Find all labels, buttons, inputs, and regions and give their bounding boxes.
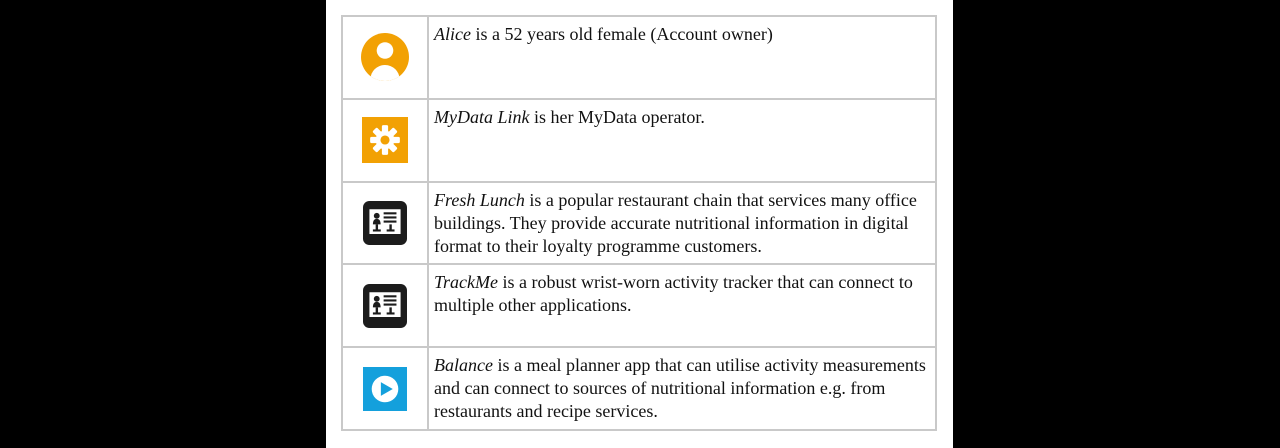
entity-description: is a 52 years old female (Account owner) [470, 24, 773, 44]
icon-cell [343, 265, 427, 346]
entity-name: Balance [434, 355, 493, 376]
description-cell [427, 265, 935, 346]
description-cell [427, 348, 935, 429]
icon-cell [343, 100, 427, 181]
entity-name: Alice [434, 24, 471, 44]
table-row-balance [343, 346, 935, 429]
entity-description: is a popular restaurant chain that services many office buildings. They provide accurate nutritional information in digital format to their loyalty programme customers. [434, 189, 917, 256]
table-row-fresh-lunch [343, 181, 935, 264]
persona-text [434, 23, 927, 46]
contact-card-icon [363, 201, 407, 245]
table-row-alice [343, 17, 935, 98]
play-icon [363, 367, 407, 411]
description-cell [427, 183, 935, 264]
table-row-trackme [343, 263, 935, 346]
entity-description: is a robust wrist-worn activity tracker that can connect to multiple other applications. [434, 272, 913, 316]
table-row-mydata-link [343, 98, 935, 181]
entity-description: is her MyData operator. [529, 106, 705, 127]
icon-cell [343, 17, 427, 98]
persona-text [434, 354, 927, 423]
entity-description: is a meal planner app that can utilise activity measurements and can connect to sources of nutritional information e.g. from restaurants and recipe services. [434, 355, 926, 422]
persona-text [434, 271, 927, 317]
person-icon [361, 33, 409, 81]
document-page [326, 0, 953, 448]
entity-name: TrackMe [434, 272, 498, 293]
entity-name: Fresh Lunch [434, 189, 525, 210]
gear-icon [362, 117, 408, 163]
entity-name: MyData Link [434, 106, 530, 127]
description-cell [427, 17, 935, 98]
persona-text [434, 189, 927, 258]
icon-cell [343, 183, 427, 264]
contact-card-icon [363, 284, 407, 328]
persona-text [434, 106, 927, 129]
description-cell [427, 100, 935, 181]
icon-cell [343, 348, 427, 429]
personas-table [341, 15, 937, 431]
